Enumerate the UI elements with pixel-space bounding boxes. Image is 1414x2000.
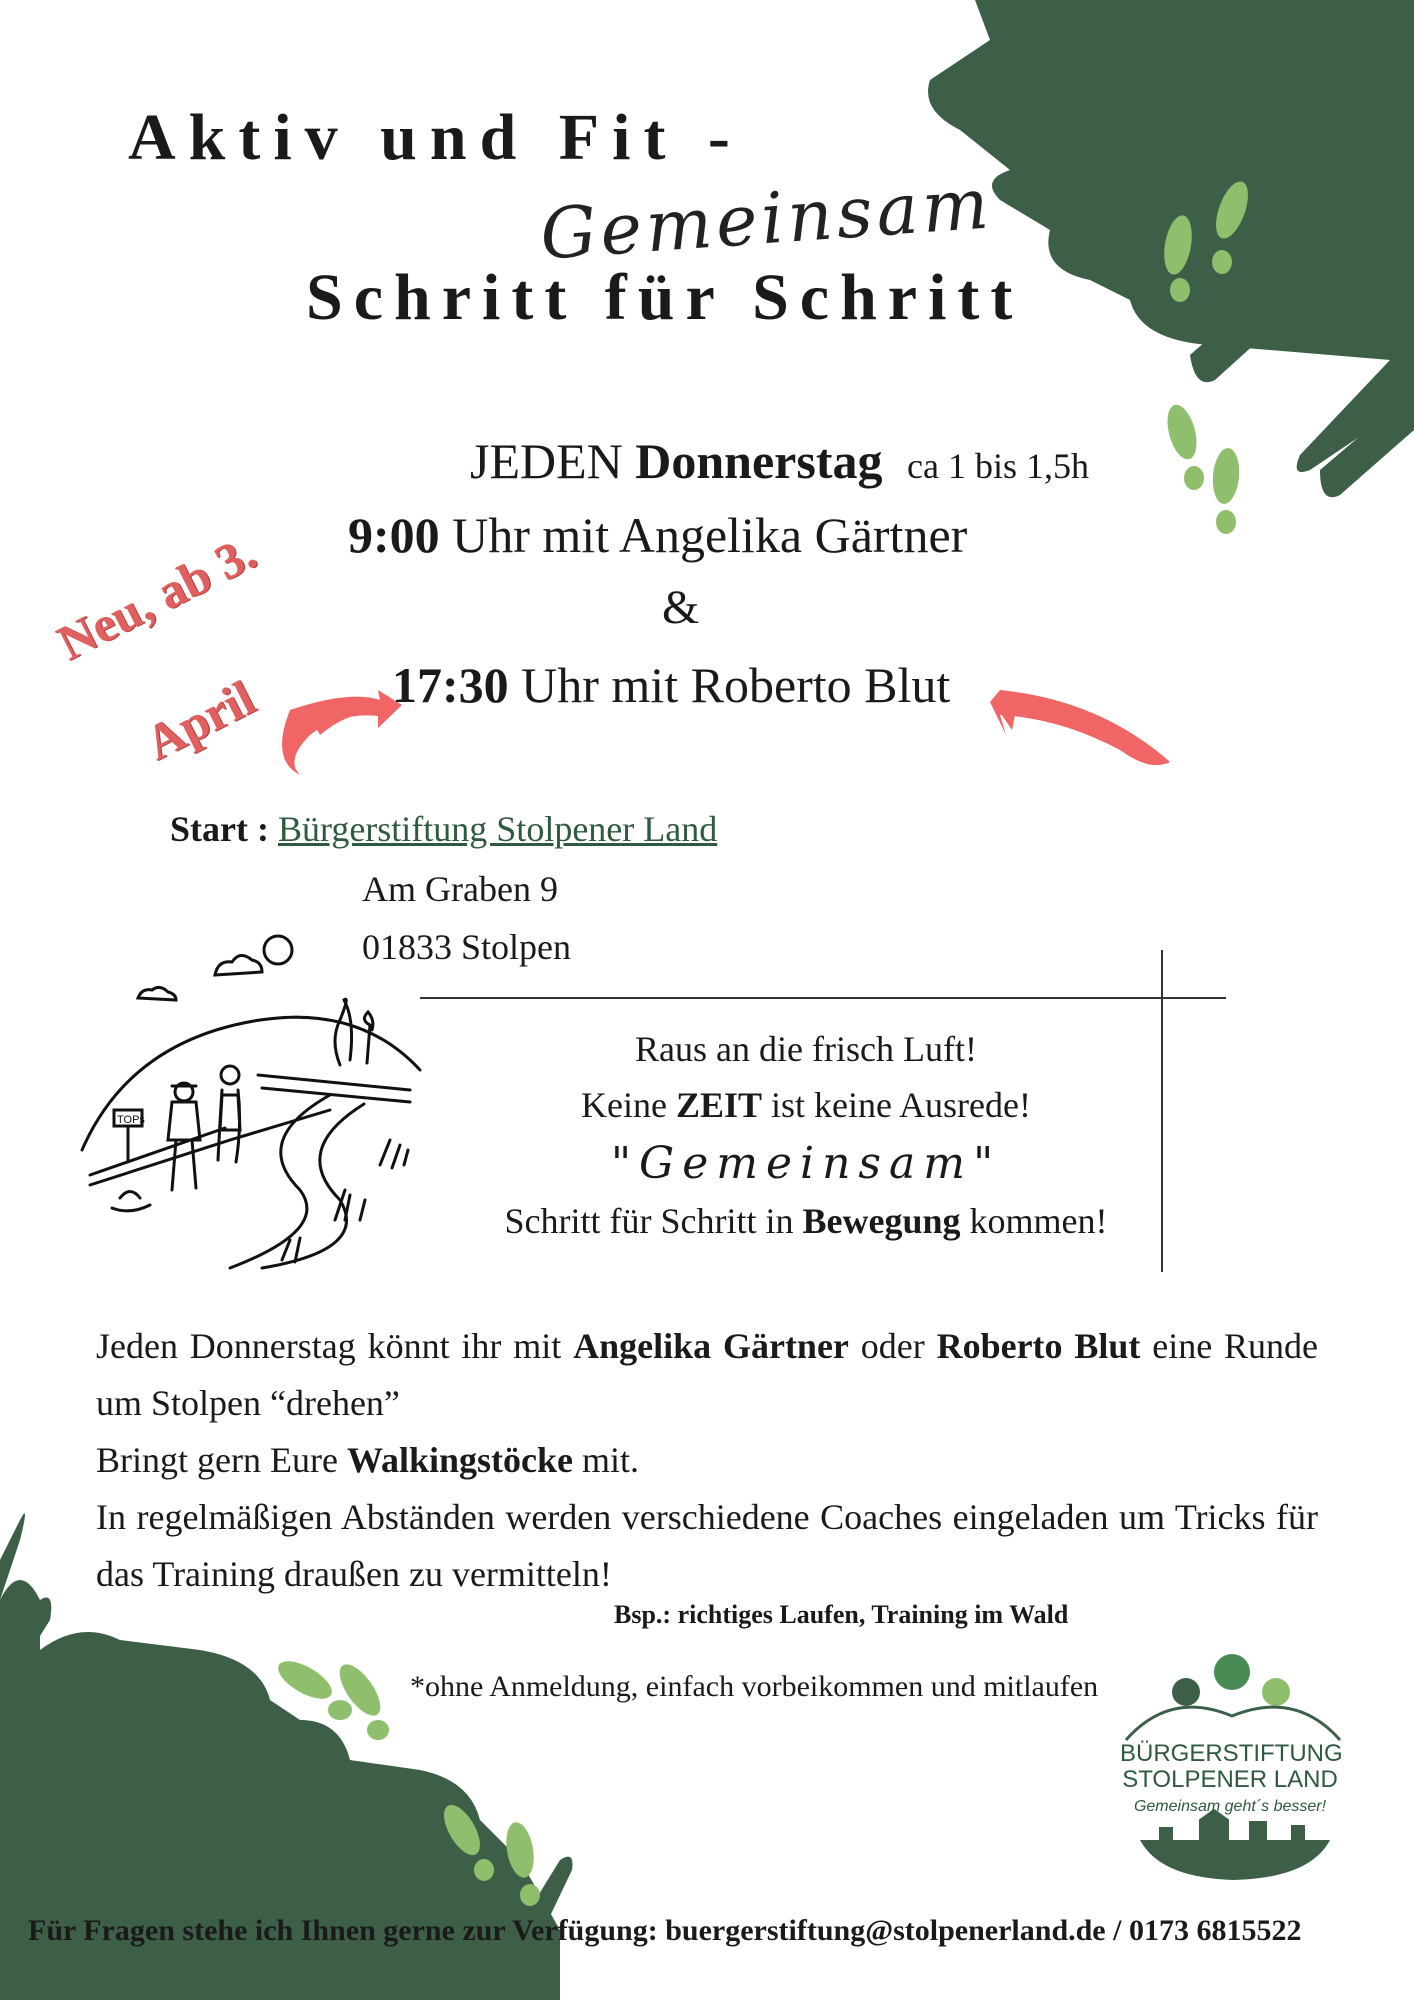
schedule-time1: 9:00 bbox=[348, 507, 440, 563]
schedule-time1-line bbox=[348, 506, 967, 564]
logo-line2: STOLPENER LAND bbox=[1122, 1766, 1338, 1793]
title-line2: Schritt für Schritt bbox=[306, 261, 1024, 334]
new-badge-line2: April bbox=[136, 669, 264, 771]
motto-line4-b: Bewegung bbox=[802, 1201, 961, 1241]
schedule-time2-line bbox=[392, 656, 950, 714]
body-p1-e: eine Runde um Stolpen “drehen” bbox=[96, 1326, 1319, 1423]
schedule-ampersand: & bbox=[662, 581, 700, 634]
body-p2-c: mit. bbox=[581, 1440, 639, 1480]
motto-line4 bbox=[476, 1200, 1136, 1242]
new-badge-line1: Neu, ab 3. bbox=[48, 523, 265, 671]
body-note: *ohne Anmeldung, einfach vorbeikommen und mitlaufen bbox=[410, 1670, 1099, 1703]
body-p2-b: Walkingstöcke bbox=[346, 1440, 573, 1480]
motto-line2 bbox=[476, 1084, 1136, 1126]
logo-tagline: Gemeinsam geht´s besser! bbox=[1133, 1798, 1327, 1815]
motto-line2-c: ist keine Ausrede! bbox=[771, 1085, 1031, 1125]
address-city: 01833 Stolpen bbox=[362, 927, 572, 967]
schedule-day-line bbox=[470, 432, 1089, 490]
schedule-duration: ca 1 bis 1,5h bbox=[906, 446, 1089, 486]
address-street: Am Graben 9 bbox=[362, 869, 558, 909]
body-paragraph2 bbox=[96, 1432, 1318, 1489]
body-p2-a: Bringt gern Eure bbox=[96, 1440, 338, 1480]
footer-contact: Für Fragen stehe ich Ihnen gerne zur Verfügung: buergerstiftung@stolpenerland.de / 0173 6815522 bbox=[28, 1914, 1302, 1947]
red-arrow-left bbox=[282, 690, 402, 775]
motto-line3: "Gemeinsam" bbox=[610, 1138, 1002, 1189]
start-place-link[interactable]: Bürgerstiftung Stolpener Land bbox=[277, 809, 718, 849]
sign-text: TOPs bbox=[117, 1114, 145, 1126]
body-p1-c: oder bbox=[860, 1326, 925, 1366]
body-p1-d: Roberto Blut bbox=[936, 1326, 1141, 1366]
body-paragraph3: In regelmäßigen Abständen werden verschiedene Coaches eingeladen um Tricks für das Training draußen zu vermitteln! bbox=[96, 1497, 1318, 1594]
motto-line4-c: kommen! bbox=[969, 1201, 1108, 1241]
motto-line2-b: ZEIT bbox=[675, 1085, 763, 1125]
motto-line1: Raus an die frisch Luft! bbox=[635, 1029, 977, 1069]
body-example: Bsp.: richtiges Laufen, Training im Wald bbox=[614, 1600, 1069, 1629]
schedule-every: JEDEN bbox=[470, 433, 623, 489]
start-label: Start : bbox=[170, 809, 269, 849]
body-p1-b: Angelika Gärtner bbox=[573, 1326, 849, 1366]
schedule-time2: 17:30 bbox=[392, 657, 509, 713]
script-word-gemeinsam: Gemeinsam bbox=[537, 162, 995, 276]
body-paragraph1 bbox=[96, 1318, 1318, 1432]
schedule-time1-rest: Uhr mit Angelika Gärtner bbox=[452, 507, 968, 563]
start-line bbox=[170, 808, 717, 850]
body-p1-a: Jeden Donnerstag könnt ihr mit bbox=[96, 1326, 562, 1366]
red-arrow-right bbox=[990, 690, 1170, 765]
title-line1: Aktiv und Fit - bbox=[128, 101, 743, 174]
walking-illustration bbox=[82, 936, 420, 1268]
motto-line2-a: Keine bbox=[581, 1085, 667, 1125]
motto-line4-a: Schritt für Schritt in bbox=[504, 1201, 794, 1241]
schedule-day: Donnerstag bbox=[635, 433, 883, 489]
schedule-time2-rest: Uhr mit Roberto Blut bbox=[521, 657, 951, 713]
logo-line1: BÜRGERSTIFTUNG bbox=[1120, 1740, 1343, 1767]
